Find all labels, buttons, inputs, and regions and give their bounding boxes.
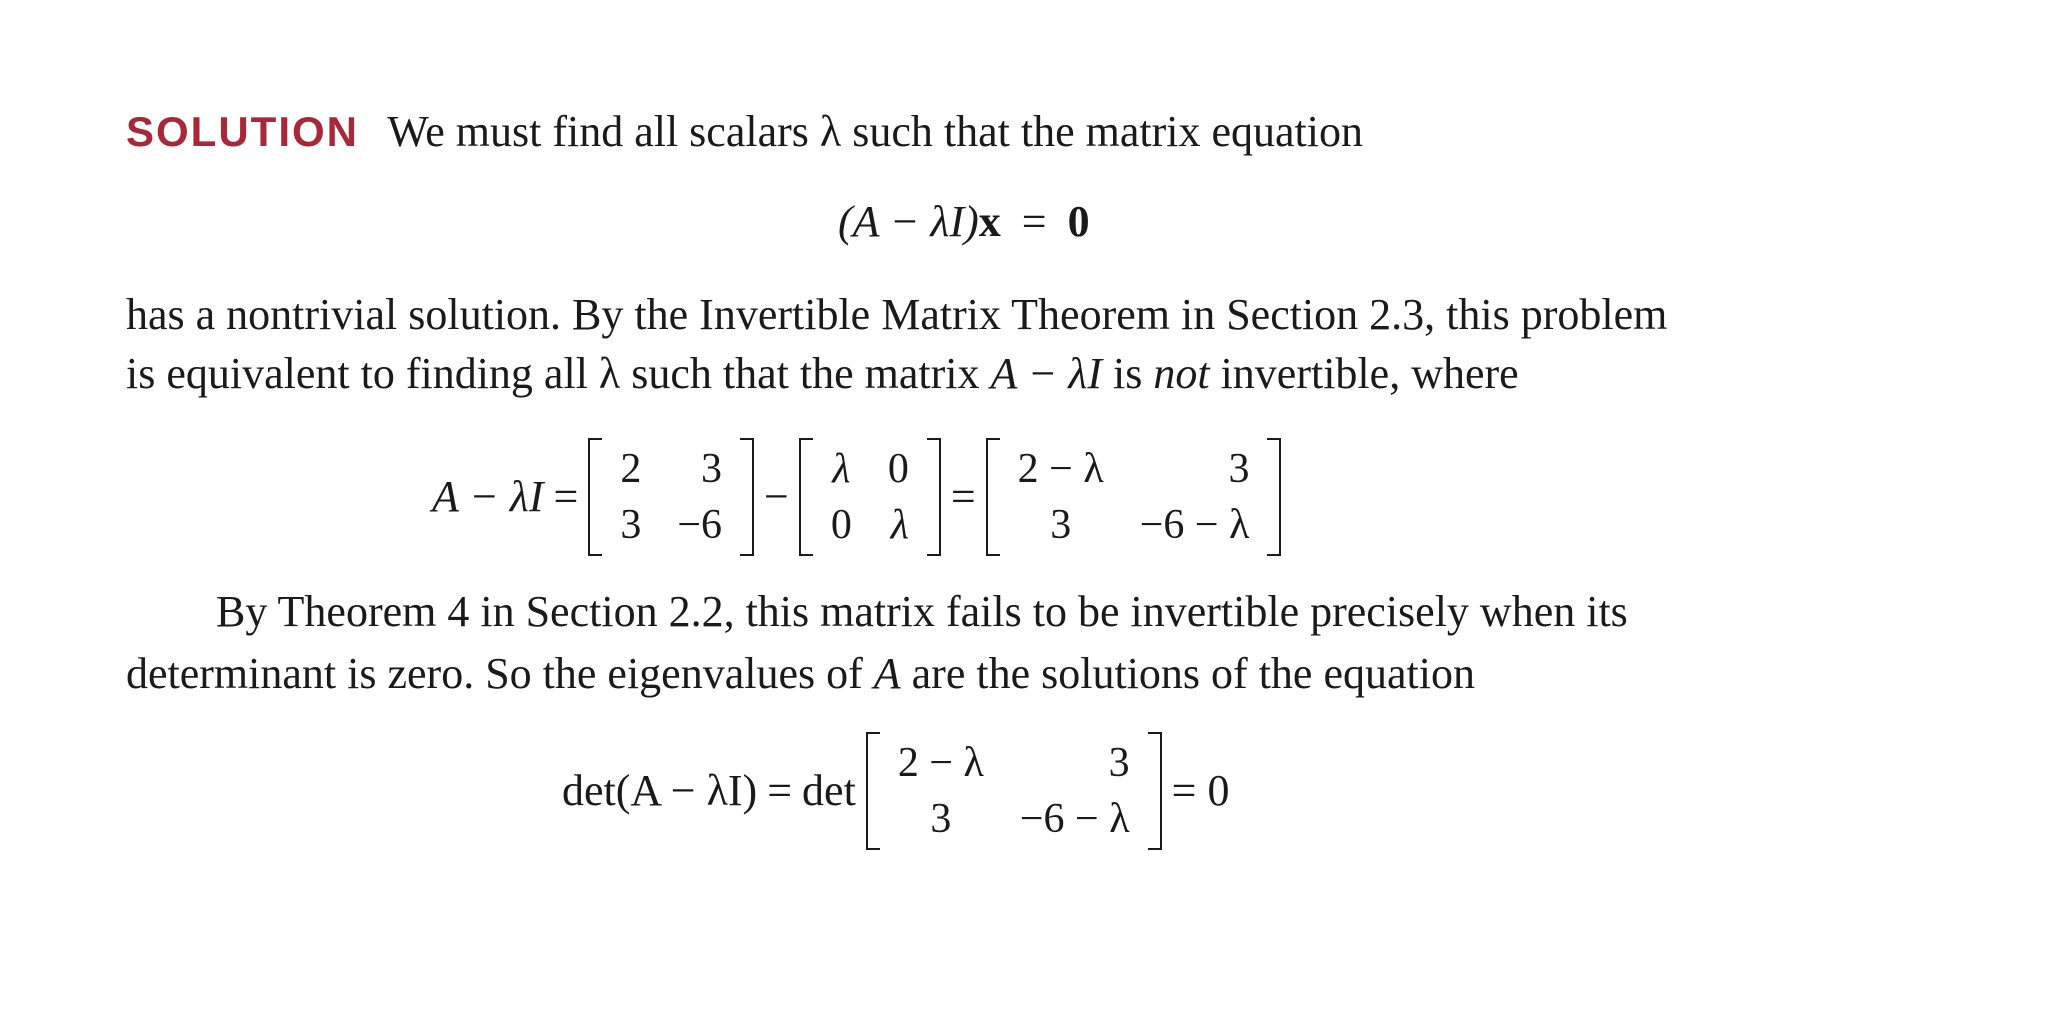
eq1-equals: = [1021,197,1047,246]
intro-text: We must find all scalars λ such that the matrix equation [387,107,1363,156]
solution-heading: SOLUTION [126,108,359,155]
equation-1 [838,197,1090,246]
equation-2 [432,438,1281,556]
matrix-cell: λ [890,502,909,548]
matrix-cell: 2 − λ [897,740,984,786]
matrix-cell: 2 [620,446,642,492]
para1-line2-b: is [1112,349,1143,398]
matrix-cell: −6 − λ [1019,796,1130,842]
eq2-lhs: A − λI [432,472,544,521]
matrix-cell: 2 − λ [1017,446,1104,492]
matrix-cell: −6 [677,502,722,548]
bracket-right [1267,438,1281,556]
para2-line1: By Theorem 4 in Section 2.2, this matrix fails to be invertible precisely when its [216,587,1628,636]
matrix-lambda-identity [799,438,941,556]
intro-line [126,107,1363,156]
para1-line2-c: invertible, where [1220,349,1519,398]
para2-line2-A: A [873,649,901,698]
matrix-a [588,438,754,556]
matrix-cell: 0 [830,502,852,548]
bracket-right [740,438,754,556]
para1-line2-a: is equivalent to finding all λ such that the matrix [126,349,980,398]
eq1-x: x [978,197,1001,246]
equation-3 [562,732,1239,850]
matrix-cell: −6 − λ [1139,502,1250,548]
para1-line2-not: not [1153,349,1210,398]
matrix-cell: 3 [1050,502,1072,548]
matrix-result [986,438,1282,556]
bracket-left [866,732,880,850]
matrix-cell: 3 [620,502,642,548]
matrix-det [866,732,1162,850]
eq2-equals-a: = [553,472,579,521]
bracket-right [1148,732,1162,850]
para2-line2-a: determinant is zero. So the eigenvalues of [126,649,863,698]
eq3-rhs: = 0 [1171,766,1230,815]
matrix-cell: 3 [1228,446,1250,492]
eq2-minus: − [764,472,789,521]
matrix-cell: 3 [1108,740,1130,786]
eq3-lhs: det(A − λI) [562,766,758,815]
eq2-equals-b: = [950,472,976,521]
para2-line2-b: are the solutions of the equation [911,649,1475,698]
bracket-right [927,438,941,556]
eq3-det: det [802,766,856,815]
para1-line2 [126,349,1519,398]
eq3-equals: = [767,766,793,815]
para1-line2-math: A − λI [990,349,1102,398]
bracket-left [799,438,813,556]
matrix-cell: λ [832,446,851,492]
bracket-left [986,438,1000,556]
eq1-rhs: 0 [1067,197,1090,246]
matrix-cell: 3 [930,796,952,842]
matrix-cell: 3 [701,446,722,492]
bracket-left [588,438,602,556]
matrix-cell: 0 [887,446,909,492]
para2-line2 [126,649,1475,698]
para1-line1: has a nontrivial solution. By the Invertible Matrix Theorem in Section 2.3, this problem [126,290,1668,339]
eq1-lhs: (A − λI) [838,197,979,246]
